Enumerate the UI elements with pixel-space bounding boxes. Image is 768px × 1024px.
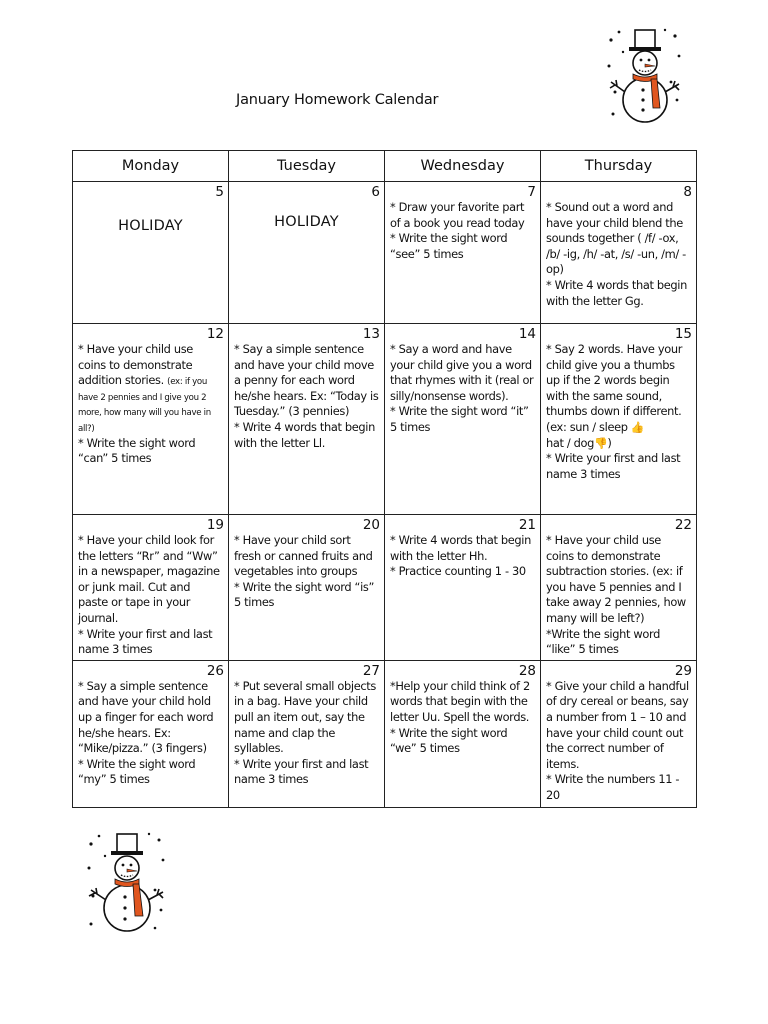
snowman-icon [85,832,167,936]
calendar-day-cell [73,182,229,324]
day-number: 27 [362,662,380,679]
day-header-wednesday: Wednesday [385,151,541,182]
homework-text: * Say a simple sentence and have your child move a penny for each word he/she hears. Ex: “Today is Tuesday.” (3 pennies) * Write 4 words that begin with the letter Ll. [234,342,379,450]
calendar-day-cell [385,515,541,661]
homework-text: *Help your child think of 2 words that begin with the letter Uu. Spell the words. * Write the sight word “we” 5 times [390,678,530,756]
day-number: 20 [362,517,380,533]
snowman-icon [605,26,683,126]
calendar-day-cell [541,324,697,515]
homework-text: * Have your child look for the letters “Rr” and “Ww” in a newspaper, magazine or junk mail. Cut and paste or tape in your journal. * Write your first and last name 3 times [78,533,220,657]
calendar-day-cell [385,660,541,807]
calendar-day-cell [229,515,385,661]
homework-text: * Put several small objects in a bag. Have your child pull an item out, say the name and clap the syllables. * Write your first and last name 3 times [234,678,376,787]
homework-calendar [72,150,697,808]
homework-text [78,342,223,436]
holiday-label: HOLIDAY [118,218,183,234]
calendar-day-cell [541,515,697,661]
calendar-day-cell [229,324,385,515]
thumbs-up-icon: 👍 [630,420,645,434]
homework-text: * Say a simple sentence and have your child hold up a finger for each word he/she hears. Ex: “Mike/pizza.” (3 fingers) * Write the sight word “my” 5 times [78,678,214,787]
calendar-day-cell [73,660,229,807]
day-number: 8 [683,184,692,200]
homework-example-note: (ex: if you have 2 pennies and I give you 2 more, how many will you have in all?) [78,377,211,434]
calendar-day-cell [73,515,229,661]
calendar-week-row [73,324,697,515]
homework-text: * Have your child use coins to demonstrate subtraction stories. (ex: if you have 5 pennies and I take away 2 pennies, how many will be left?) *Write the sight word “like” 5 times [546,533,686,657]
day-number: 21 [518,517,536,533]
day-number: 7 [527,184,536,200]
calendar-day-cell [385,324,541,515]
homework-text-part: hat / dog [546,435,595,450]
calendar-day-cell [385,182,541,324]
day-number: 12 [206,326,224,342]
calendar-day-cell [541,182,697,324]
homework-text-part: ) * Write your first and last name 3 times [546,435,681,481]
homework-text: * Have your child sort fresh or canned fruits and vegetables into groups * Write the sight word “is” 5 times [234,533,375,610]
day-number: 14 [518,326,536,342]
calendar-day-cell [73,324,229,515]
holiday-label: HOLIDAY [274,214,339,230]
day-number: 13 [362,326,380,342]
day-header-tuesday: Tuesday [229,151,385,182]
calendar-week-row [73,182,697,324]
calendar-header-row [73,151,697,182]
calendar-day-cell [541,660,697,807]
day-number: 19 [206,517,224,533]
homework-text: * Say a word and have your child give you a word that rhymes with it (real or silly/nonsense words). * Write the sight word “it” 5 times [390,342,534,434]
homework-text: * Sound out a word and have your child blend the sounds together ( /f/ -ox, /b/ -ig, /h/ -at, /s/ -un, /m/ -op) * Write 4 words that begin with the letter Gg. [546,200,687,308]
calendar-day-cell [229,660,385,807]
day-number: 28 [518,662,536,679]
homework-text: * Draw your favorite part of a book you read today * Write the sight word “see” 5 times [390,200,525,261]
day-number: 22 [674,517,692,533]
homework-text-part: * Say 2 words. Have your child give you a thumbs up if the 2 words begin with the same sound, thumbs down if different. (ex: sun / sleep [546,342,683,434]
day-number: 15 [674,326,692,342]
calendar-week-row [73,660,697,807]
page-title: January Homework Calendar [236,92,439,108]
day-header-thursday: Thursday [541,151,697,182]
homework-text: * Write the sight word “can” 5 times [78,435,196,466]
day-header-monday: Monday [73,151,229,182]
day-number: 6 [371,184,380,200]
thumbs-down-icon: 👎 [594,436,608,450]
day-number: 29 [674,662,692,679]
day-number: 5 [215,184,224,200]
calendar-week-row [73,515,697,661]
homework-text [546,342,691,482]
homework-text: * Write 4 words that begin with the letter Hh. * Practice counting 1 - 30 [390,533,531,579]
homework-text: * Give your child a handful of dry cereal or beans, say a number from 1 – 10 and have your child count out the correct number of items. * Write the numbers 11 - 20 [546,678,689,802]
calendar-day-cell [229,182,385,324]
homework-text-part: * Have your child use coins to demonstrate addition stories. [78,342,193,388]
day-number: 26 [206,662,224,679]
